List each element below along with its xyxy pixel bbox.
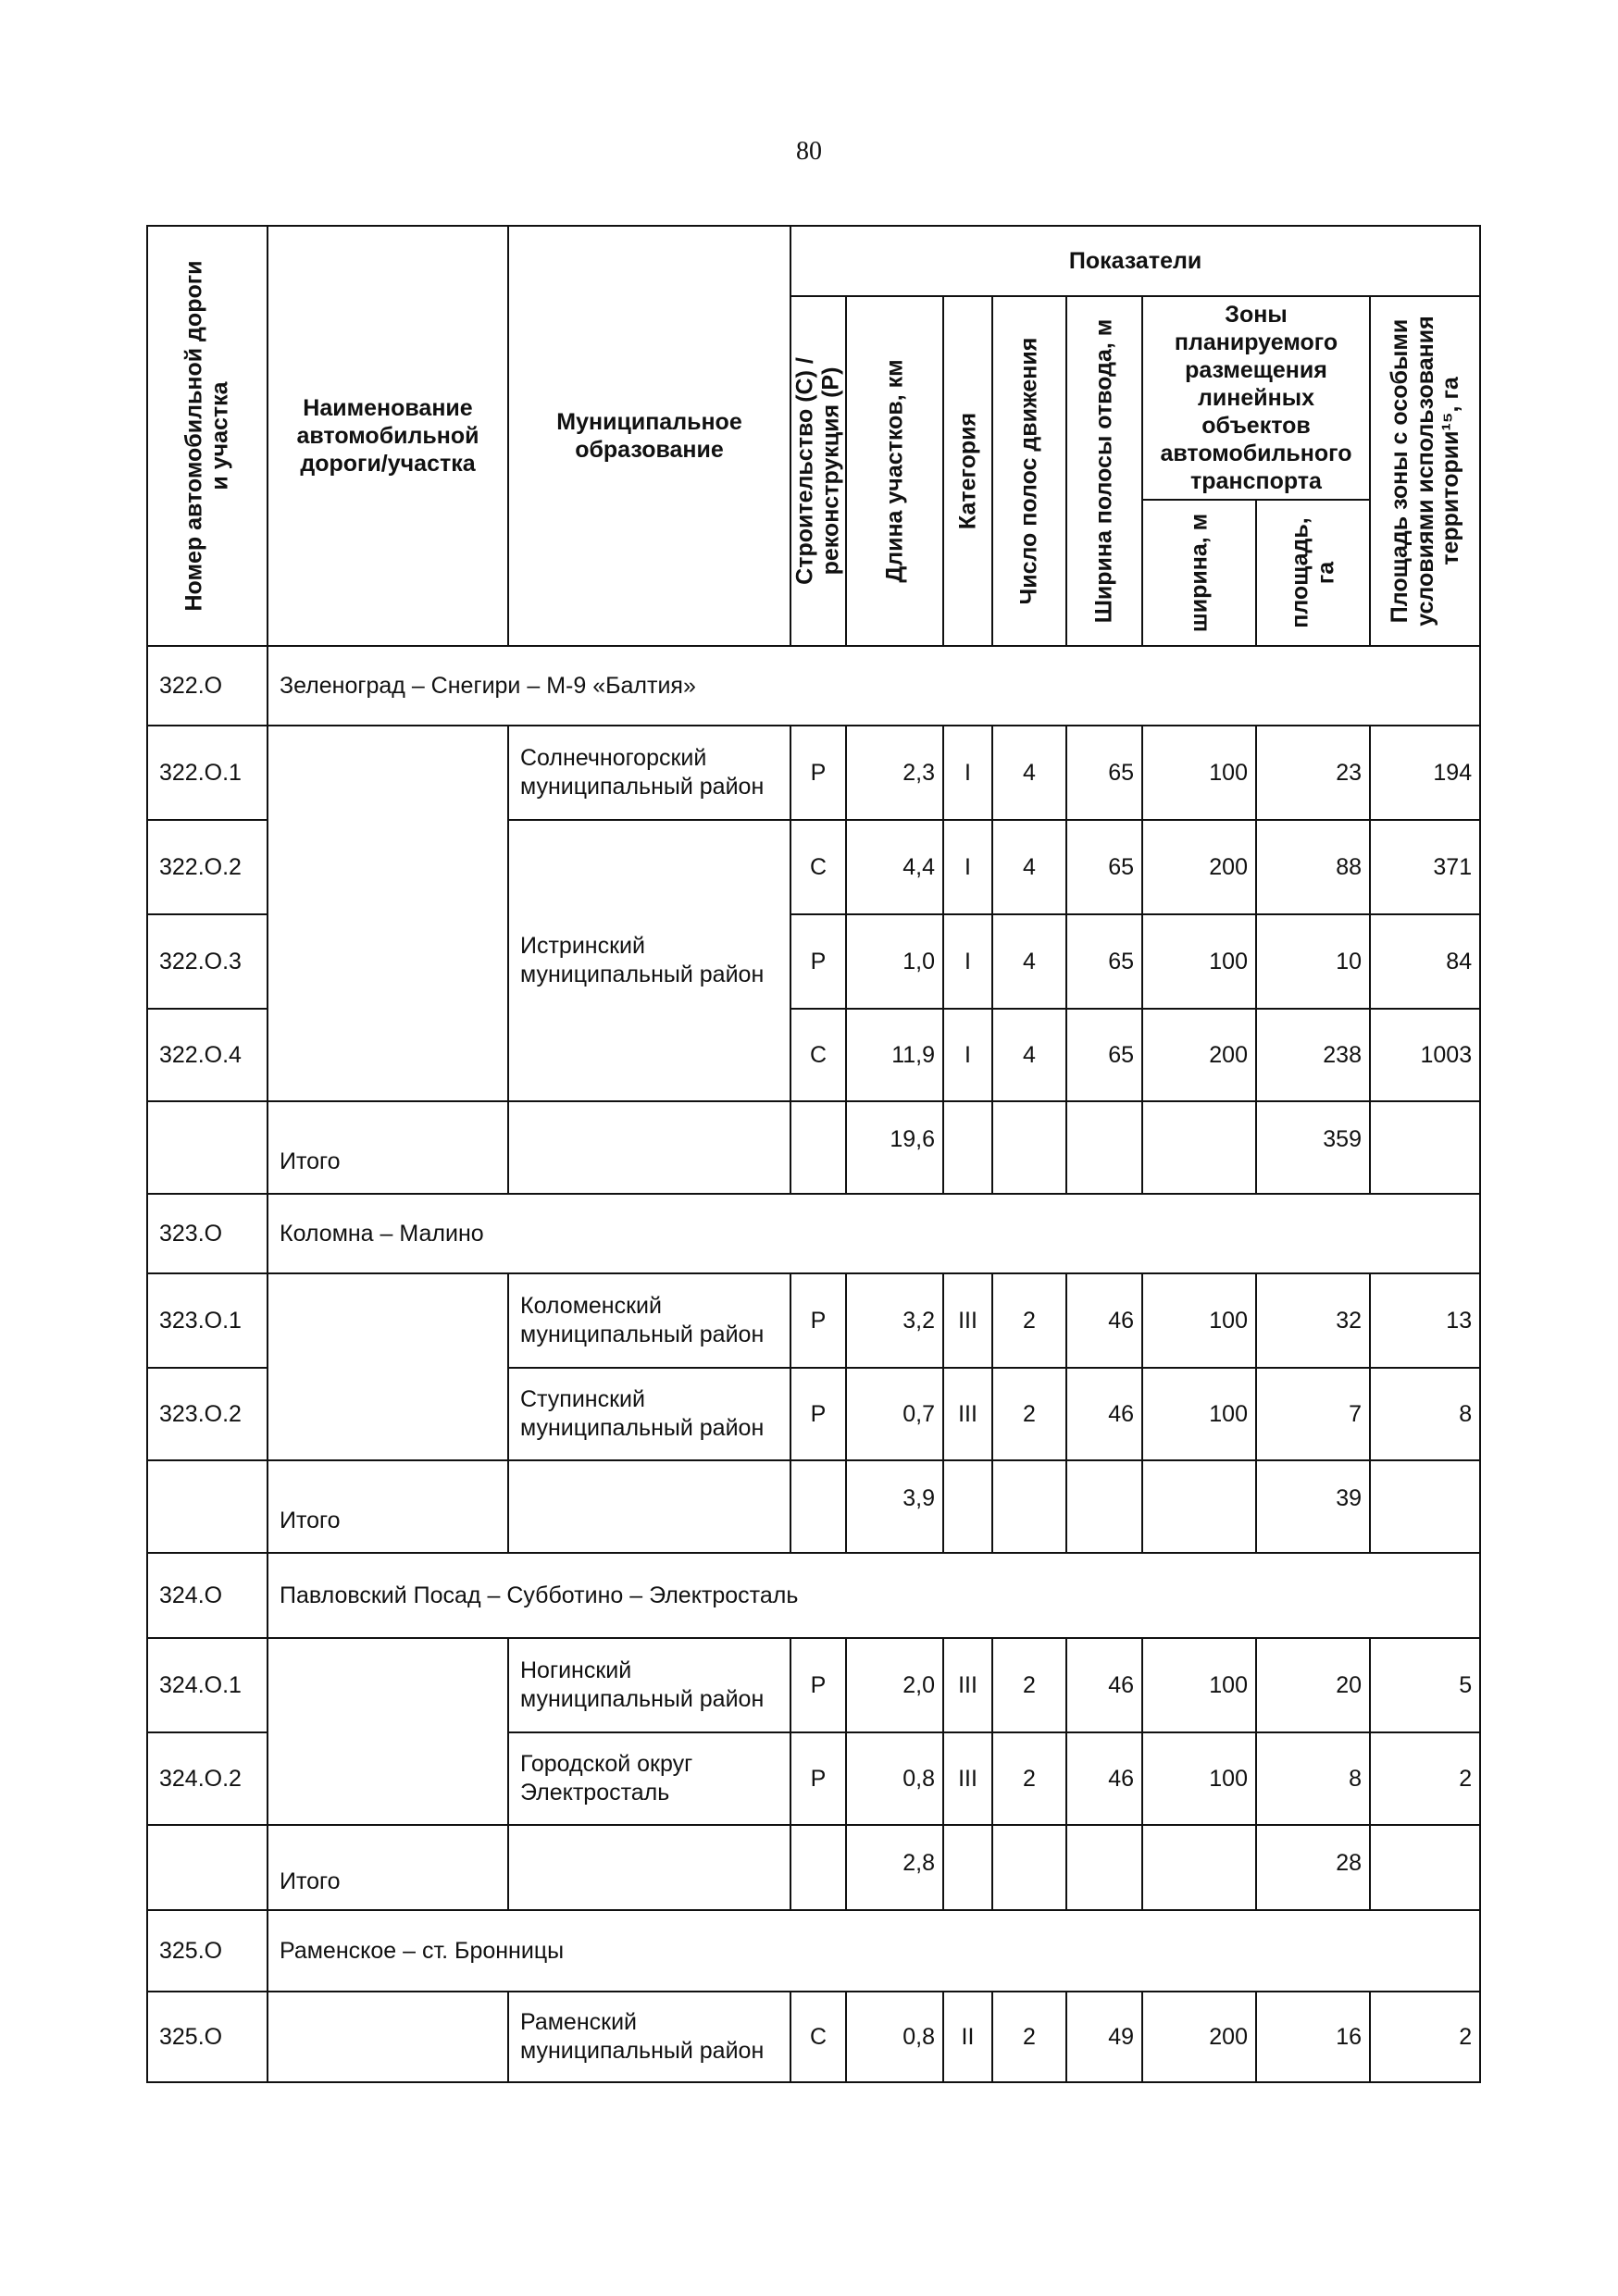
section-row-width: 65 [1066, 726, 1142, 820]
road-row [147, 646, 1480, 726]
section-length: 2,3 [846, 726, 943, 820]
section-zone-area: 88 [1256, 820, 1370, 914]
road-number: 325.О [147, 1910, 268, 1992]
section-type: С [790, 820, 846, 914]
section-row-width: 65 [1066, 914, 1142, 1009]
section-type: С [790, 1992, 846, 2082]
section-length: 0,7 [846, 1368, 943, 1460]
section-zone-width: 200 [1142, 820, 1256, 914]
section-zone-width: 100 [1142, 1732, 1256, 1825]
total-label: Итого [268, 1101, 508, 1194]
road-number: 324.О [147, 1553, 268, 1638]
header-length: Длина участков, км [846, 296, 943, 646]
section-category: II [943, 1992, 992, 2082]
header-category: Категория [943, 296, 992, 646]
section-length: 2,0 [846, 1638, 943, 1732]
section-zone-area: 23 [1256, 726, 1370, 820]
total-length: 19,6 [846, 1101, 943, 1194]
section-category: I [943, 726, 992, 820]
section-type: С [790, 1009, 846, 1101]
section-type: Р [790, 914, 846, 1009]
section-special-area: 8 [1370, 1368, 1480, 1460]
section-category: I [943, 1009, 992, 1101]
total-row [147, 1101, 1480, 1194]
header-road-name: Наименование автомобильной дороги/участка [268, 226, 508, 646]
section-length: 3,2 [846, 1273, 943, 1368]
section-lanes: 2 [992, 1638, 1066, 1732]
section-id: 323.О.1 [147, 1273, 268, 1368]
section-zone-area: 7 [1256, 1368, 1370, 1460]
road-name: Коломна – Малино [268, 1194, 1480, 1273]
total-length: 2,8 [846, 1825, 943, 1910]
section-id: 322.О.2 [147, 820, 268, 914]
header-construction: Строительство (С) / реконструкция (Р) [790, 296, 846, 646]
section-id: 325.О [147, 1992, 268, 2082]
section-length: 1,0 [846, 914, 943, 1009]
header-indicators: Показатели [790, 226, 1480, 296]
section-type: Р [790, 1368, 846, 1460]
section-row [147, 1638, 1480, 1732]
section-lanes: 4 [992, 726, 1066, 820]
section-length: 0,8 [846, 1992, 943, 2082]
total-zone-area: 359 [1256, 1101, 1370, 1194]
section-zone-area: 238 [1256, 1009, 1370, 1101]
section-lanes: 4 [992, 914, 1066, 1009]
section-id: 324.О.2 [147, 1732, 268, 1825]
section-zone-width: 100 [1142, 726, 1256, 820]
section-municipality: Ногинский муниципальный район [508, 1638, 790, 1732]
road-row [147, 1553, 1480, 1638]
section-category: III [943, 1273, 992, 1368]
header-row-width: Ширина полосы отвода, м [1066, 296, 1142, 646]
road-row [147, 1910, 1480, 1992]
section-zone-width: 200 [1142, 1009, 1256, 1101]
section-lanes: 2 [992, 1273, 1066, 1368]
section-zone-area: 20 [1256, 1638, 1370, 1732]
section-special-area: 371 [1370, 820, 1480, 914]
section-municipality: Коломенский муниципальный район [508, 1273, 790, 1368]
section-zone-area: 16 [1256, 1992, 1370, 2082]
total-length: 3,9 [846, 1460, 943, 1553]
section-type: Р [790, 726, 846, 820]
section-length: 11,9 [846, 1009, 943, 1101]
section-municipality: Ступинский муниципальный район [508, 1368, 790, 1460]
header-zone-width: ширина, м [1142, 500, 1256, 646]
section-zone-width: 100 [1142, 1368, 1256, 1460]
section-lanes: 4 [992, 1009, 1066, 1101]
section-zone-width: 200 [1142, 1992, 1256, 2082]
section-municipality: Солнечногорский муниципальный район [508, 726, 790, 820]
header-lanes: Число полос движения [992, 296, 1066, 646]
section-lanes: 2 [992, 1732, 1066, 1825]
section-special-area: 84 [1370, 914, 1480, 1009]
section-special-area: 1003 [1370, 1009, 1480, 1101]
section-row-width: 46 [1066, 1638, 1142, 1732]
section-type: Р [790, 1273, 846, 1368]
header-road-number: Номер автомобильной дороги и участка [147, 226, 268, 646]
section-row-width: 49 [1066, 1992, 1142, 2082]
section-special-area: 2 [1370, 1732, 1480, 1825]
section-lanes: 2 [992, 1368, 1066, 1460]
section-row-width: 65 [1066, 820, 1142, 914]
section-zone-width: 100 [1142, 1638, 1256, 1732]
header-municipality: Муниципальное образование [508, 226, 790, 646]
section-special-area: 13 [1370, 1273, 1480, 1368]
total-row [147, 1460, 1480, 1553]
total-label: Итого [268, 1460, 508, 1553]
section-special-area: 194 [1370, 726, 1480, 820]
road-name: Павловский Посад – Субботино – Электросталь [268, 1553, 1480, 1638]
total-label: Итого [268, 1825, 508, 1910]
roads-table [146, 225, 1481, 2083]
section-row-width: 46 [1066, 1273, 1142, 1368]
section-type: Р [790, 1732, 846, 1825]
page-number: 80 [796, 137, 822, 166]
section-category: I [943, 820, 992, 914]
road-number: 322.О [147, 646, 268, 726]
section-special-area: 5 [1370, 1638, 1480, 1732]
road-number: 323.О [147, 1194, 268, 1273]
section-row [147, 726, 1480, 820]
section-municipality: Истринский муниципальный район [508, 820, 790, 1101]
section-id: 323.О.2 [147, 1368, 268, 1460]
section-zone-area: 10 [1256, 914, 1370, 1009]
section-row [147, 1273, 1480, 1368]
total-zone-area: 39 [1256, 1460, 1370, 1553]
section-row-width: 65 [1066, 1009, 1142, 1101]
section-row-width: 46 [1066, 1368, 1142, 1460]
section-length: 4,4 [846, 820, 943, 914]
section-id: 324.О.1 [147, 1638, 268, 1732]
section-zone-width: 100 [1142, 914, 1256, 1009]
section-category: III [943, 1368, 992, 1460]
section-length: 0,8 [846, 1732, 943, 1825]
section-category: I [943, 914, 992, 1009]
section-category: III [943, 1732, 992, 1825]
section-lanes: 4 [992, 820, 1066, 914]
road-name: Раменское – ст. Бронницы [268, 1910, 1480, 1992]
header-special-area: Площадь зоны с особыми условиями использования территории¹⁵, га [1370, 296, 1480, 646]
section-zone-area: 32 [1256, 1273, 1370, 1368]
section-municipality: Раменский муниципальный район [508, 1992, 790, 2082]
header-zones: Зоны планируемого размещения линейных объектов автомобильного транспорта [1142, 296, 1370, 500]
section-special-area: 2 [1370, 1992, 1480, 2082]
road-row [147, 1194, 1480, 1273]
section-lanes: 2 [992, 1992, 1066, 2082]
section-id: 322.О.4 [147, 1009, 268, 1101]
section-municipality: Городской округ Электросталь [508, 1732, 790, 1825]
section-road-name-empty [268, 726, 508, 1101]
section-id: 322.О.1 [147, 726, 268, 820]
header-zone-area: площадь, га [1256, 500, 1370, 646]
section-row [147, 1992, 1480, 2082]
header-row-1 [147, 226, 1480, 296]
total-row [147, 1825, 1480, 1910]
section-row-width: 46 [1066, 1732, 1142, 1825]
section-zone-width: 100 [1142, 1273, 1256, 1368]
road-name: Зеленоград – Снегири – М-9 «Балтия» [268, 646, 1480, 726]
total-zone-area: 28 [1256, 1825, 1370, 1910]
section-zone-area: 8 [1256, 1732, 1370, 1825]
section-category: III [943, 1638, 992, 1732]
section-id: 322.О.3 [147, 914, 268, 1009]
section-type: Р [790, 1638, 846, 1732]
